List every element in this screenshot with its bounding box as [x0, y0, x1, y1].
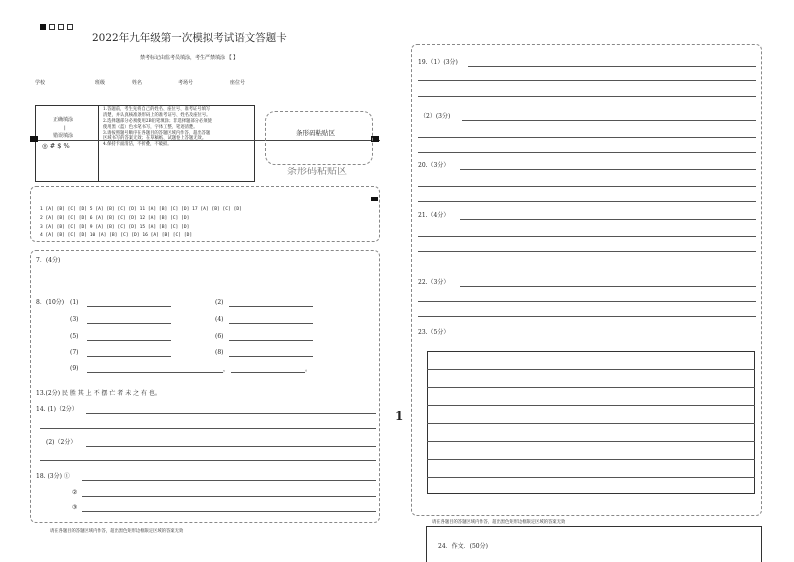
instruction-line: 2.选择题部分必须使用2B铅笔填涂；非选择题部分必须使 [103, 118, 212, 124]
instruction-line: 使用黑（蓝）色水笔书写，字体工整、笔迹清楚。 [103, 124, 198, 130]
answer-line[interactable] [82, 480, 376, 481]
mc-row[interactable]: 3 [A] [B] [C] [D] 9 [A] [B] [C] [D] 15 [A] [B] [C] [D] [40, 224, 190, 230]
box-divider [98, 105, 99, 182]
q14-1-label: 14. (1)（2分） [36, 406, 78, 413]
q8-item-label: (4) [215, 316, 224, 323]
grid-line [427, 387, 755, 388]
q20-label: 20.（3分） [418, 162, 450, 169]
q18-sub-label: ③ [72, 504, 78, 511]
answer-line[interactable] [87, 323, 171, 324]
answer-line[interactable] [418, 96, 756, 97]
answer-line[interactable] [231, 372, 305, 373]
answer-line[interactable] [462, 120, 756, 121]
correct-fill-label: 正确填涂 [53, 117, 74, 123]
q18-label: 18. (3分) ① [36, 473, 70, 480]
grid-line [427, 423, 755, 424]
answer-line[interactable] [229, 323, 313, 324]
answer-line[interactable] [40, 428, 376, 429]
q8-item-label: (3) [70, 316, 79, 323]
instructions [103, 108, 212, 148]
instruction-line: 清楚，并认真核准条形码上的准考证号、姓名及座位号。 [103, 112, 211, 118]
field-school[interactable]: 学校 [35, 80, 46, 86]
q8-item-label: (2) [215, 299, 224, 306]
punctuation: 。 [305, 366, 312, 373]
answer-line[interactable] [418, 80, 756, 81]
grid-line [427, 441, 755, 442]
page-title: 2022年九年级第一次模拟考试语文答题卡 [92, 32, 287, 44]
answer-line[interactable] [418, 316, 756, 317]
instruction-line: 1.答题前，考生先将自己的姓名、座位号、准考证号填写 [103, 107, 211, 112]
registration-marker-left [30, 136, 38, 142]
instruction-line: 3.请按照题号顺序在各题目的答题区域内作答，超出答题 [103, 130, 211, 136]
answer-line[interactable] [418, 301, 756, 302]
mc-marker [371, 197, 378, 201]
left-answer-area [30, 250, 380, 523]
answer-line[interactable] [40, 460, 376, 461]
answer-line[interactable] [460, 286, 756, 287]
answer-line[interactable] [87, 306, 171, 307]
q21-label: 21.（4分） [418, 212, 450, 219]
q7-label: 7．(4分) [36, 257, 61, 264]
q19-1-label: 19.（1）(3分) [418, 59, 458, 66]
exam-notice: 禁考标记由监考员填涂，考生严禁填涂 【 】 [140, 55, 239, 61]
mc-row[interactable]: 2 [A] [B] [C] [D] 6 [A] [B] [C] [D] 12 [A] [B] [C] [D] [40, 215, 190, 221]
field-exam-room[interactable]: 考场号 [178, 80, 194, 86]
answer-line[interactable] [418, 251, 756, 252]
q8-item-label: (7) [70, 349, 79, 356]
q19-2-label: （2）(3分) [420, 113, 451, 120]
answer-line[interactable] [418, 137, 756, 138]
barcode-area [265, 111, 373, 165]
answer-line[interactable] [229, 340, 313, 341]
field-class[interactable]: 班级 [95, 80, 106, 86]
barcode-label: 条形码粘贴区 [296, 129, 335, 137]
instruction-line: 4.保持卡面清洁，不折叠，不破损。 [103, 142, 172, 148]
mc-row[interactable]: 1 [A] [B] [C] [D] 5 [A] [B] [C] [D] 11 [A] [B] [C] [D] 17 [A] [B] [C] [D] [40, 207, 242, 212]
answer-line[interactable] [460, 219, 756, 220]
q22-label: 22.（3分） [418, 279, 450, 286]
q14-2-label: (2)（2分） [46, 439, 77, 446]
corner-marker [40, 16, 73, 35]
empty-square-icon [67, 24, 73, 30]
answer-line[interactable] [460, 169, 756, 170]
answer-line[interactable] [418, 201, 756, 202]
q8-label: 8．(10分) [36, 299, 65, 306]
q23-label: 23.（5分） [418, 329, 450, 336]
q13-label: 13.(2分) 民 胜 其 上 不 摆 亡 者 未 之 有 也。 [36, 390, 161, 397]
mc-row[interactable]: 4 [A] [B] [C] [D] 10 [A] [B] [C] [D] 16 [A] [B] [C] [D] [40, 233, 193, 239]
q18-sub-label: ② [72, 489, 78, 496]
grid-line [427, 459, 755, 460]
answer-line[interactable] [87, 356, 171, 357]
right-footer: 请在各题目的答题区域内作答，超出黑色矩形边框限定区域的答案无效 [432, 520, 566, 525]
field-seat[interactable]: 座位号 [230, 80, 246, 86]
q8-item-label: (1) [70, 299, 79, 306]
field-name[interactable]: 姓名 [132, 80, 143, 86]
page-number: 1 [395, 409, 404, 423]
answer-line[interactable] [82, 496, 376, 497]
left-footer: 请在各题目的答题区域内作答，超出黑色矩形边框限定区域的答案无效 [50, 529, 184, 534]
answer-line[interactable] [86, 413, 376, 414]
grid-line [427, 405, 755, 406]
answer-line[interactable] [229, 306, 313, 307]
empty-square-icon [49, 24, 55, 30]
answer-line[interactable] [418, 236, 756, 237]
punctuation: ， [223, 366, 230, 373]
answer-line[interactable] [87, 372, 223, 373]
answer-line[interactable] [86, 446, 376, 447]
answer-line[interactable] [229, 356, 313, 357]
grid-line [427, 477, 755, 478]
q24-label: 24．作文．(50分) [438, 543, 488, 550]
mc-grid [40, 207, 242, 238]
wrong-fill-samples: ◎ # $ % [42, 142, 70, 150]
q8-item-label: (5) [70, 333, 79, 340]
barcode-ghost-text: 条形码粘贴区 [287, 167, 347, 176]
q8-item-label: (6) [215, 333, 224, 340]
answer-line[interactable] [418, 186, 756, 187]
q8-item-label: (9) [70, 365, 79, 372]
answer-line[interactable] [418, 152, 756, 153]
q8-item-label: (8) [215, 349, 224, 356]
answer-line[interactable] [468, 66, 756, 67]
filled-square-icon [40, 24, 46, 30]
empty-square-icon [58, 24, 64, 30]
instruction-line: 区域书写的答案无效；在草稿纸、试题卷上答题无效。 [103, 136, 207, 142]
grid-line [427, 369, 755, 370]
answer-line[interactable] [82, 511, 376, 512]
wrong-fill-label: 错误填涂 [53, 133, 74, 139]
answer-line[interactable] [87, 340, 171, 341]
